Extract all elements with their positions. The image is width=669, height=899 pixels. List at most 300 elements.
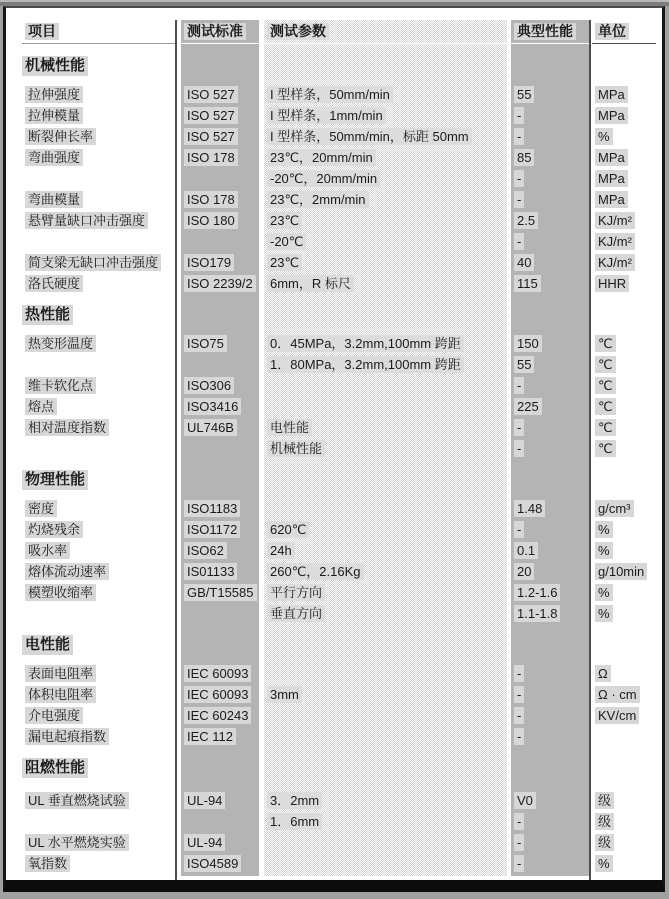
standard-cell <box>181 416 259 437</box>
unit-cell <box>592 230 656 251</box>
value-cell <box>511 662 589 683</box>
value-cell <box>511 167 589 188</box>
param-cell-text: 1．6mm <box>267 813 322 830</box>
value-cell-text: - <box>514 191 524 208</box>
param-cell-text: 23℃，20mm/min <box>267 149 376 166</box>
table-row <box>22 125 656 146</box>
unit-cell-text: % <box>595 605 613 622</box>
param-cell-text: 6mm，R 标尺 <box>267 275 354 292</box>
unit-cell-text: % <box>595 128 613 145</box>
table-row <box>22 83 656 104</box>
standard-cell <box>181 810 259 831</box>
param-cell <box>264 332 507 353</box>
standard-cell <box>181 704 259 725</box>
unit-cell <box>592 332 656 353</box>
value-cell-text: 225 <box>514 398 542 415</box>
item-cell-text: 弯曲强度 <box>25 149 83 166</box>
section-title-text: 热性能 <box>22 305 73 325</box>
item-cell <box>22 497 175 518</box>
table-row <box>22 416 656 437</box>
unit-cell-text: % <box>595 542 613 559</box>
standard-cell <box>181 374 259 395</box>
item-cell <box>22 518 175 539</box>
unit-cell-text: g/10min <box>595 563 647 580</box>
value-cell-text: - <box>514 521 524 538</box>
unit-cell <box>592 831 656 852</box>
item-cell <box>22 683 175 704</box>
value-cell-text: 1.48 <box>514 500 545 517</box>
unit-cell-text: KJ/m² <box>595 254 635 271</box>
value-cell-text: 0.1 <box>514 542 538 559</box>
table-row <box>22 725 656 746</box>
unit-cell-text: ℃ <box>595 440 616 457</box>
standard-cell <box>181 497 259 518</box>
param-cell-text: I 型样条，50mm/min，标距 50mm <box>267 128 472 145</box>
unit-cell-text: HHR <box>595 275 629 292</box>
column-header-item <box>22 20 175 44</box>
item-cell-text: 拉伸模量 <box>25 107 83 124</box>
param-cell-text: 3mm <box>267 686 302 703</box>
table-row <box>22 518 656 539</box>
param-cell <box>264 704 507 725</box>
param-cell-text: 23℃，2mm/min <box>267 191 369 208</box>
table-row <box>22 272 656 293</box>
value-cell-text: - <box>514 665 524 682</box>
value-cell-text: - <box>514 813 524 830</box>
standard-cell-text: ISO75 <box>184 335 227 352</box>
standard-cell-text: ISO1172 <box>184 521 240 538</box>
value-cell <box>511 560 589 581</box>
column-header-params <box>264 20 507 44</box>
param-cell-text: 260℃，2.16Kg <box>267 563 364 580</box>
value-cell-text: - <box>514 728 524 745</box>
value-cell-text: 1.2-1.6 <box>514 584 560 601</box>
value-cell-text: 55 <box>514 356 534 373</box>
standard-cell <box>181 602 259 623</box>
table-row <box>22 332 656 353</box>
unit-cell-text: % <box>595 584 613 601</box>
value-cell-text: - <box>514 419 524 436</box>
item-cell <box>22 188 175 209</box>
value-cell <box>511 395 589 416</box>
param-cell <box>264 83 507 104</box>
param-cell <box>264 251 507 272</box>
value-cell <box>511 272 589 293</box>
item-cell <box>22 852 175 873</box>
table-row <box>22 560 656 581</box>
value-cell-text: - <box>514 377 524 394</box>
datasheet-table <box>22 20 656 882</box>
item-cell <box>22 560 175 581</box>
param-cell-text: 3．2mm <box>267 792 322 809</box>
unit-cell <box>592 83 656 104</box>
value-cell-text: - <box>514 686 524 703</box>
param-cell <box>264 395 507 416</box>
unit-cell <box>592 704 656 725</box>
item-cell <box>22 810 175 831</box>
standard-cell <box>181 104 259 125</box>
standard-cell-text: ISO 178 <box>184 191 238 208</box>
value-cell-text: V0 <box>514 792 536 809</box>
column-header-text: 测试标准 <box>184 23 246 40</box>
standard-cell <box>181 437 259 458</box>
value-cell <box>511 374 589 395</box>
standard-cell <box>181 725 259 746</box>
unit-cell <box>592 374 656 395</box>
section-title <box>22 756 656 780</box>
standard-cell <box>181 831 259 852</box>
param-cell <box>264 560 507 581</box>
unit-cell <box>592 560 656 581</box>
item-cell <box>22 437 175 458</box>
standard-cell <box>181 852 259 873</box>
unit-cell-text: 级 <box>595 792 614 809</box>
value-cell-text: 115 <box>514 275 541 292</box>
item-cell <box>22 353 175 374</box>
value-cell <box>511 831 589 852</box>
value-cell <box>511 581 589 602</box>
table-row <box>22 188 656 209</box>
unit-cell-text: MPa <box>595 107 628 124</box>
standard-cell <box>181 560 259 581</box>
table-section <box>22 756 656 873</box>
table-row <box>22 539 656 560</box>
standard-cell-text: ISO179 <box>184 254 234 271</box>
param-cell-text: -20℃ <box>267 233 306 250</box>
standard-cell <box>181 272 259 293</box>
param-cell <box>264 167 507 188</box>
item-cell-text: 灼烧残余 <box>25 521 83 538</box>
value-cell <box>511 353 589 374</box>
unit-cell <box>592 437 656 458</box>
standard-cell <box>181 539 259 560</box>
value-cell <box>511 188 589 209</box>
table-row <box>22 497 656 518</box>
value-cell-text: - <box>514 233 524 250</box>
unit-cell-text: ℃ <box>595 398 616 415</box>
param-cell-text: -20℃，20mm/min <box>267 170 380 187</box>
param-cell-text: 平行方向 <box>267 584 325 601</box>
unit-cell-text: ℃ <box>595 377 616 394</box>
unit-cell-text: ℃ <box>595 356 616 373</box>
param-cell <box>264 725 507 746</box>
item-cell <box>22 332 175 353</box>
item-cell <box>22 725 175 746</box>
column-header-text: 典型性能 <box>514 23 576 40</box>
param-cell <box>264 230 507 251</box>
item-cell-text: 热变形温度 <box>25 335 96 352</box>
value-cell-text: - <box>514 707 524 724</box>
param-cell <box>264 852 507 873</box>
unit-cell <box>592 272 656 293</box>
section-title-text: 物理性能 <box>22 470 88 490</box>
standard-cell-text: ISO306 <box>184 377 234 394</box>
table-row <box>22 852 656 873</box>
param-cell <box>264 374 507 395</box>
unit-cell <box>592 683 656 704</box>
standard-cell-text: ISO3416 <box>184 398 241 415</box>
unit-cell <box>592 725 656 746</box>
param-cell-text: 电性能 <box>267 419 312 436</box>
unit-cell-text: MPa <box>595 170 628 187</box>
standard-cell-text: ISO4589 <box>184 855 241 872</box>
standard-cell <box>181 683 259 704</box>
item-cell <box>22 704 175 725</box>
item-cell <box>22 831 175 852</box>
table-row <box>22 230 656 251</box>
standard-cell-text: ISO62 <box>184 542 227 559</box>
table-row <box>22 581 656 602</box>
value-cell <box>511 83 589 104</box>
unit-cell <box>592 146 656 167</box>
table-row <box>22 146 656 167</box>
param-cell <box>264 209 507 230</box>
table-row <box>22 437 656 458</box>
standard-cell-text: GB/T15585 <box>184 584 257 601</box>
item-cell <box>22 662 175 683</box>
item-cell-text: UL 水平燃烧实验 <box>25 834 129 851</box>
item-cell-text: 体积电阻率 <box>25 686 96 703</box>
standard-cell <box>181 188 259 209</box>
standard-cell <box>181 83 259 104</box>
column-header-unit <box>592 20 656 44</box>
item-cell-text: 密度 <box>25 500 57 517</box>
section-title <box>22 633 656 657</box>
standard-cell-text: ISO 527 <box>184 86 238 103</box>
param-cell <box>264 437 507 458</box>
unit-cell-text: MPa <box>595 191 628 208</box>
item-cell-text: 熔点 <box>25 398 57 415</box>
param-cell-text: 机械性能 <box>267 440 325 457</box>
standard-cell-text: IEC 60243 <box>184 707 251 724</box>
unit-cell <box>592 395 656 416</box>
item-cell-text: 熔体流动速率 <box>25 563 109 580</box>
table-row <box>22 209 656 230</box>
value-cell-text: - <box>514 855 524 872</box>
unit-cell-text: ℃ <box>595 335 616 352</box>
param-cell-text: I 型样条，1mm/min <box>267 107 386 124</box>
value-cell <box>511 852 589 873</box>
value-cell-text: - <box>514 834 524 851</box>
value-cell <box>511 518 589 539</box>
unit-cell <box>592 662 656 683</box>
value-cell <box>511 789 589 810</box>
param-cell <box>264 125 507 146</box>
standard-cell <box>181 353 259 374</box>
item-cell <box>22 374 175 395</box>
unit-cell <box>592 416 656 437</box>
item-cell <box>22 602 175 623</box>
value-cell <box>511 683 589 704</box>
unit-cell <box>592 497 656 518</box>
value-cell-text: - <box>514 107 524 124</box>
param-cell <box>264 353 507 374</box>
value-cell-text: 40 <box>514 254 534 271</box>
standard-cell-text: ISO 527 <box>184 107 238 124</box>
item-cell-text: 悬臂量缺口冲击强度 <box>25 212 148 229</box>
value-cell-text: 55 <box>514 86 534 103</box>
unit-cell <box>592 810 656 831</box>
table-section <box>22 54 656 293</box>
value-cell <box>511 251 589 272</box>
standard-cell-text: IEC 60093 <box>184 665 251 682</box>
column-header-performance <box>511 20 589 44</box>
standard-cell <box>181 251 259 272</box>
standard-cell <box>181 518 259 539</box>
unit-cell-text: KV/cm <box>595 707 639 724</box>
value-cell <box>511 437 589 458</box>
value-cell <box>511 810 589 831</box>
unit-cell <box>592 789 656 810</box>
value-cell <box>511 230 589 251</box>
table-section <box>22 303 656 458</box>
param-cell <box>264 581 507 602</box>
unit-cell <box>592 209 656 230</box>
item-cell-text: 吸水率 <box>25 542 70 559</box>
unit-cell-text: 级 <box>595 813 614 830</box>
param-cell-text: 620℃ <box>267 521 309 538</box>
value-cell-text: - <box>514 440 524 457</box>
value-cell-text: 20 <box>514 563 534 580</box>
table-row <box>22 704 656 725</box>
item-cell <box>22 272 175 293</box>
section-title <box>22 468 656 492</box>
value-cell <box>511 602 589 623</box>
unit-cell <box>592 852 656 873</box>
item-cell <box>22 789 175 810</box>
unit-cell-text: 级 <box>595 834 614 851</box>
section-title <box>22 303 656 327</box>
standard-cell <box>181 395 259 416</box>
table-row <box>22 104 656 125</box>
item-cell <box>22 581 175 602</box>
item-cell-text: 断裂伸长率 <box>25 128 96 145</box>
param-cell <box>264 539 507 560</box>
table-header-row <box>22 20 656 44</box>
value-cell <box>511 497 589 518</box>
standard-cell-text: UL-94 <box>184 834 225 851</box>
unit-cell-text: KJ/m² <box>595 233 635 250</box>
standard-cell <box>181 230 259 251</box>
standard-cell <box>181 789 259 810</box>
param-cell-text: 垂直方向 <box>267 605 325 622</box>
unit-cell <box>592 167 656 188</box>
item-cell-text: 弯曲模量 <box>25 191 83 208</box>
unit-cell-text: KJ/m² <box>595 212 635 229</box>
param-cell-text: 0．45MPa，3.2mm,100mm 跨距 <box>267 335 464 352</box>
item-cell-text: 维卡软化点 <box>25 377 96 394</box>
unit-cell <box>592 251 656 272</box>
table-row <box>22 167 656 188</box>
table-section <box>22 468 656 623</box>
item-cell <box>22 146 175 167</box>
param-cell <box>264 416 507 437</box>
item-cell-text: 洛氏硬度 <box>25 275 83 292</box>
value-cell <box>511 725 589 746</box>
item-cell <box>22 104 175 125</box>
param-cell-text: I 型样条，50mm/min <box>267 86 393 103</box>
item-cell <box>22 230 175 251</box>
value-cell <box>511 209 589 230</box>
standard-cell-text: IS01133 <box>184 563 237 580</box>
value-cell-text: 2.5 <box>514 212 538 229</box>
param-cell-text: 1．80MPa，3.2mm,100mm 跨距 <box>267 356 464 373</box>
param-cell <box>264 188 507 209</box>
column-header-text: 单位 <box>595 23 629 40</box>
standard-cell-text: UL746B <box>184 419 237 436</box>
section-title-text: 电性能 <box>22 635 73 655</box>
value-cell <box>511 704 589 725</box>
param-cell <box>264 810 507 831</box>
document-page <box>3 6 665 892</box>
value-cell-text: - <box>514 128 524 145</box>
table-row <box>22 662 656 683</box>
param-cell <box>264 662 507 683</box>
unit-cell <box>592 125 656 146</box>
column-header-text: 测试参数 <box>267 23 329 40</box>
item-cell <box>22 251 175 272</box>
value-cell <box>511 539 589 560</box>
unit-cell-text: ℃ <box>595 419 616 436</box>
unit-cell-text: % <box>595 855 613 872</box>
section-title <box>22 54 656 78</box>
table-row <box>22 810 656 831</box>
unit-cell-text: Ω · cm <box>595 686 640 703</box>
standard-cell <box>181 332 259 353</box>
param-cell-text: 23℃ <box>267 254 302 271</box>
unit-cell-text: MPa <box>595 149 628 166</box>
standard-cell-text: IEC 60093 <box>184 686 251 703</box>
standard-cell-text: ISO 527 <box>184 128 238 145</box>
value-cell <box>511 104 589 125</box>
value-cell-text: 150 <box>514 335 542 352</box>
item-cell-text: 拉伸强度 <box>25 86 83 103</box>
param-cell <box>264 831 507 852</box>
section-title-text: 机械性能 <box>22 56 88 76</box>
item-cell <box>22 209 175 230</box>
item-cell <box>22 416 175 437</box>
item-cell <box>22 83 175 104</box>
standard-cell <box>181 146 259 167</box>
table-row <box>22 683 656 704</box>
standard-cell <box>181 581 259 602</box>
standard-cell <box>181 662 259 683</box>
standard-cell-text: UL-94 <box>184 792 225 809</box>
table-row <box>22 395 656 416</box>
section-title-text: 阻燃性能 <box>22 758 88 778</box>
param-cell-text: 23℃ <box>267 212 302 229</box>
table-section <box>22 633 656 746</box>
param-cell <box>264 518 507 539</box>
table-row <box>22 789 656 810</box>
item-cell-text: 模塑收缩率 <box>25 584 96 601</box>
unit-cell-text: g/cm³ <box>595 500 634 517</box>
item-cell-text: UL 垂直燃烧试验 <box>25 792 129 809</box>
unit-cell <box>592 518 656 539</box>
value-cell-text: 1.1-1.8 <box>514 605 560 622</box>
unit-cell <box>592 581 656 602</box>
item-cell-text: 氧指数 <box>25 855 70 872</box>
param-cell <box>264 104 507 125</box>
table-row <box>22 374 656 395</box>
param-cell <box>264 789 507 810</box>
param-cell <box>264 272 507 293</box>
unit-cell <box>592 353 656 374</box>
table-row <box>22 602 656 623</box>
param-cell <box>264 683 507 704</box>
item-cell <box>22 125 175 146</box>
unit-cell <box>592 539 656 560</box>
